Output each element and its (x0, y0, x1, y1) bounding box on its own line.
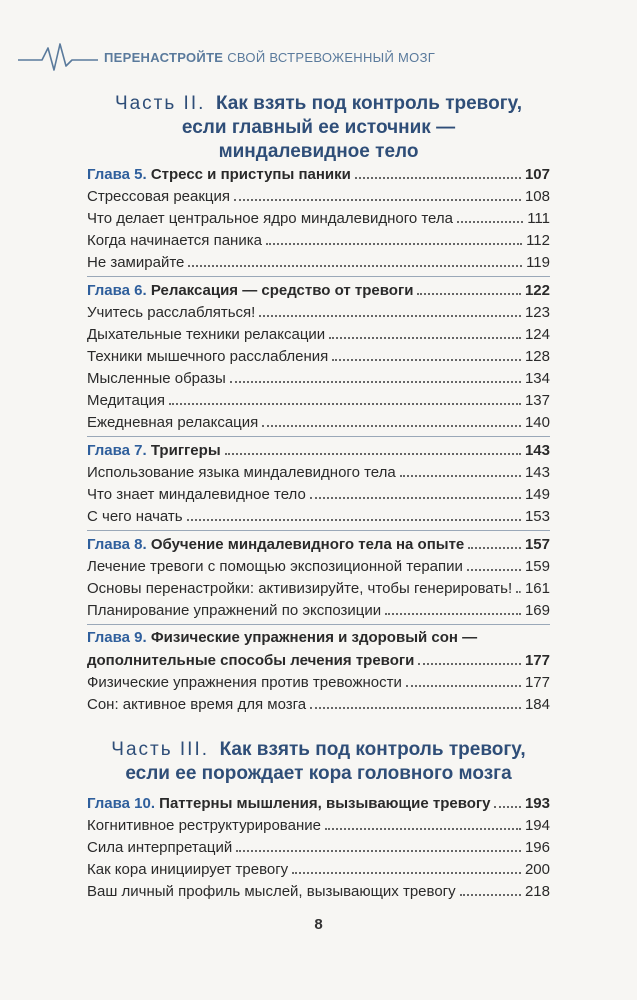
toc-section-title: Мысленные образы (87, 370, 226, 387)
toc-chapter-heading (87, 280, 413, 302)
toc-chapter-heading (87, 793, 490, 815)
dot-leader (234, 185, 521, 201)
toc-page-number: 200 (524, 861, 550, 878)
toc-chapter-heading (87, 164, 351, 186)
part-3-heading: Часть III. Как взять под контроль тревогу, если ее порождает кора головного мозга (111, 739, 526, 784)
toc-section-entry[interactable] (87, 229, 550, 251)
toc-section-entry[interactable] (87, 301, 550, 323)
toc-section-title: Медитация (87, 392, 165, 409)
toc-chapter-entry[interactable] (87, 792, 550, 814)
toc-chapter-entry[interactable] (87, 279, 550, 301)
toc-page-number: 196 (524, 839, 550, 856)
toc-section-title: Не замирайте (87, 254, 185, 271)
toc-page-number: 177 (524, 652, 550, 669)
toc-section-entry[interactable] (87, 836, 550, 858)
toc-section-entry[interactable] (87, 389, 550, 411)
toc-section-title: Техники мышечного расслабления (87, 348, 329, 365)
toc-chapter-title: Физические упражнения и здоровый сон — (146, 629, 478, 646)
toc-section-title: Когнитивное реструктурирование (87, 817, 321, 834)
toc-section-entry[interactable] (87, 599, 550, 621)
toc-chapter-title: Триггеры (146, 442, 221, 459)
dot-leader (516, 577, 521, 593)
toc-section-title: Как кора инициирует тревогу (87, 861, 289, 878)
toc-chapter-number: Глава 10. (87, 795, 156, 812)
toc-section-title: Стрессовая реакция (87, 188, 231, 205)
chapter-separator (87, 530, 550, 531)
dot-leader (355, 163, 521, 179)
toc-page-number: 161 (524, 580, 550, 597)
dot-leader (259, 301, 521, 317)
toc-section-title: Сила интерпретаций (87, 839, 233, 856)
dot-leader (468, 533, 521, 549)
dot-leader (406, 671, 521, 687)
dot-leader (169, 389, 521, 405)
toc-section-title: Ваш личный профиль мыслей, вызывающих тревогу (87, 883, 456, 900)
toc-page-number: 123 (524, 304, 550, 321)
toc-page-number: 194 (524, 817, 550, 834)
dot-leader (292, 858, 521, 874)
toc-section-title: Ежедневная релаксация (87, 414, 259, 431)
toc-chapter-title-line (87, 627, 477, 649)
toc-page-number: 111 (527, 210, 550, 227)
heartbeat-line-icon (18, 40, 98, 76)
dot-leader (385, 599, 521, 615)
toc-page-number: 153 (524, 508, 550, 525)
dot-leader (329, 323, 521, 339)
running-header-title: ПЕРЕНАСТРОЙТЕ СВОЙ ВСТРЕВОЖЕННЫЙ МОЗГ (104, 50, 436, 65)
toc-section-title: Сон: активное время для мозга (87, 696, 307, 713)
toc-section-entry[interactable] (87, 577, 550, 599)
toc-page-number: 143 (524, 464, 550, 481)
toc-page-number: 149 (524, 486, 550, 503)
toc-section-entry[interactable] (87, 251, 550, 273)
dot-leader (325, 814, 521, 830)
toc-page-number: 137 (524, 392, 550, 409)
toc-chapter-number: Глава 5. (87, 166, 147, 183)
dot-leader (460, 880, 521, 896)
toc-page-number: 177 (524, 674, 550, 691)
toc-page-number: 119 (526, 254, 550, 271)
toc-page-number: 140 (524, 414, 550, 431)
chapter-separator (87, 436, 550, 437)
toc-chapter-number: Глава 9. (87, 629, 147, 646)
dot-leader (187, 505, 521, 521)
toc-page-number: 124 (524, 326, 550, 343)
toc-section-entry[interactable] (87, 411, 550, 433)
dot-leader (310, 693, 521, 709)
toc-page-number: 107 (524, 166, 550, 183)
toc-chapter-heading (87, 440, 221, 462)
toc-section-title: Когда начинается паника (87, 232, 262, 249)
dot-leader (400, 461, 521, 477)
toc-page-number: 218 (524, 883, 550, 900)
toc-chapter-number: Глава 8. (87, 536, 147, 553)
toc-chapter-title: Паттерны мышления, вызывающие тревогу (155, 795, 491, 812)
toc-chapter-heading (87, 534, 464, 556)
toc-section-entry[interactable] (87, 693, 550, 715)
toc-section-entry[interactable] (87, 323, 550, 345)
toc-page-number: 184 (524, 696, 550, 713)
dot-leader (418, 649, 521, 665)
toc-page-number: 128 (524, 348, 550, 365)
toc-section-title: Учитесь расслабляться! (87, 304, 256, 321)
toc-page-number: 157 (524, 536, 550, 553)
toc-chapter-title: Релаксация — средство от тревоги (146, 282, 414, 299)
toc-section-title: Планирование упражнений по экспозиции (87, 602, 382, 619)
toc-page-number: 193 (524, 795, 550, 812)
toc-section-entry[interactable] (87, 555, 550, 577)
toc-chapter-title: Обучение миндалевидного тела на опыте (146, 536, 465, 553)
dot-leader (230, 367, 521, 383)
toc-chapter-number: Глава 7. (87, 442, 147, 459)
page-number: 8 (314, 916, 323, 933)
toc-section-title: Использование языка миндалевидного тела (87, 464, 396, 481)
toc-page-number: 159 (524, 558, 550, 575)
toc-page-number: 122 (524, 282, 550, 299)
dot-leader (417, 279, 521, 295)
dot-leader (236, 836, 521, 852)
chapter-separator (87, 276, 550, 277)
toc-section-title: Что делает центральное ядро миндалевидного тела (87, 210, 453, 227)
toc-chapter-entry[interactable] (87, 649, 550, 671)
toc-section-title: С чего начать (87, 508, 183, 525)
toc-section-title: Дыхательные техники релаксации (87, 326, 326, 343)
toc-chapter-title: Стресс и приступы паники (146, 166, 351, 183)
toc-page-number: 143 (524, 442, 550, 459)
toc-section-entry[interactable] (87, 814, 550, 836)
toc-section-entry[interactable] (87, 461, 550, 483)
toc-page-number: 108 (524, 188, 550, 205)
toc-page-number: 134 (524, 370, 550, 387)
toc-section-entry[interactable] (87, 858, 550, 880)
toc-chapter-number: Глава 6. (87, 282, 147, 299)
toc-page-number: 112 (526, 232, 550, 249)
dot-leader (494, 792, 520, 808)
dot-leader (332, 345, 521, 361)
running-header (18, 40, 618, 76)
toc-chapter-entry[interactable] (87, 163, 550, 185)
toc-section-entry[interactable] (87, 367, 550, 389)
dot-leader (262, 411, 521, 427)
toc-section-title: Основы перенастройки: активизируйте, чтобы генерировать! (87, 580, 513, 597)
dot-leader (188, 251, 522, 267)
dot-leader (266, 229, 522, 245)
toc-section-entry[interactable] (87, 483, 550, 505)
toc-section-title: Физические упражнения против тревожности (87, 674, 402, 691)
toc-section-entry[interactable] (87, 185, 550, 207)
toc-section-title: Лечение тревоги с помощью экспозиционной терапии (87, 558, 463, 575)
toc-page-number: 169 (524, 602, 550, 619)
dot-leader (225, 439, 521, 455)
toc-chapter-title-cont: дополнительные способы лечения тревоги (87, 652, 415, 669)
dot-leader (467, 555, 521, 571)
chapter-separator (87, 624, 550, 625)
toc-section-entry[interactable] (87, 505, 550, 527)
part-2-heading: Часть II. Как взять под контроль тревогу, если главный ее источник — миндалевидное тело (114, 93, 523, 162)
dot-leader (310, 483, 521, 499)
toc-section-entry[interactable] (87, 880, 550, 902)
toc-section-entry[interactable] (87, 207, 550, 229)
toc-section-entry[interactable] (87, 671, 550, 693)
toc-section-entry[interactable] (87, 345, 550, 367)
dot-leader (457, 207, 523, 223)
toc-chapter-entry[interactable] (87, 439, 550, 461)
toc-section-title: Что знает миндалевидное тело (87, 486, 306, 503)
toc-chapter-entry[interactable] (87, 533, 550, 555)
